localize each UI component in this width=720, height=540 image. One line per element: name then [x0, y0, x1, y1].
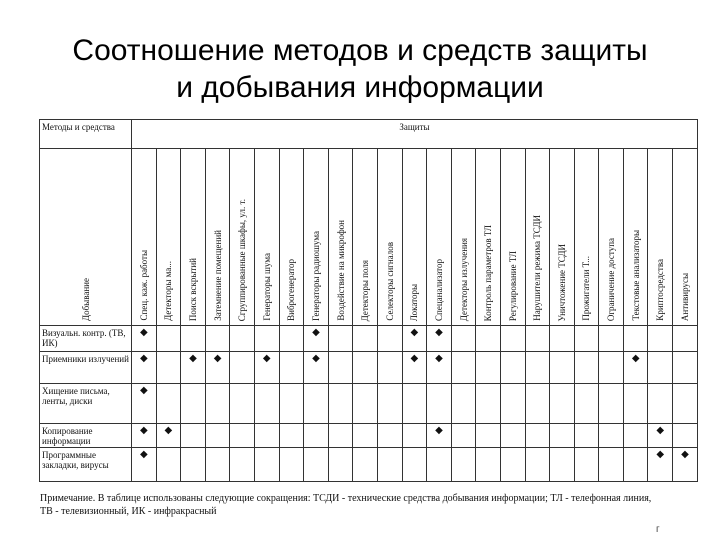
empty-cell	[427, 384, 452, 424]
mark-cell	[427, 326, 452, 352]
empty-cell	[279, 352, 304, 384]
column-header-23	[673, 149, 698, 326]
empty-cell	[205, 448, 230, 482]
column-header-13	[427, 149, 452, 326]
column-header-label: Селекторы сигналов	[384, 242, 395, 321]
column-header-label: Виброгенератор	[286, 259, 297, 321]
empty-cell	[156, 384, 181, 424]
mark-cell	[205, 352, 230, 384]
empty-cell	[648, 384, 673, 424]
empty-cell	[451, 326, 476, 352]
column-header-label: Спец. каж. работы	[138, 250, 149, 321]
column-header-16	[500, 149, 525, 326]
diamond-mark-icon: ◆	[410, 327, 419, 338]
diamond-mark-icon: ◆	[681, 449, 689, 460]
column-header-15	[476, 149, 501, 326]
diamond-mark-icon: ◆	[410, 353, 419, 364]
column-header-label: Контроль параметров ТЛ	[483, 224, 494, 321]
empty-cell	[574, 384, 599, 424]
empty-cell	[353, 326, 378, 352]
mark-cell	[132, 424, 157, 448]
acquisition-header-cell	[40, 149, 132, 326]
header-row-top	[40, 120, 698, 149]
empty-cell	[156, 326, 181, 352]
slide-title-line-2: и добывания информации	[176, 71, 544, 104]
mark-cell	[132, 448, 157, 482]
diamond-mark-icon: ◆	[139, 327, 148, 338]
empty-cell	[230, 352, 255, 384]
mark-cell	[623, 352, 648, 384]
empty-cell	[205, 424, 230, 448]
empty-cell	[476, 424, 501, 448]
mark-cell	[648, 424, 673, 448]
mark-cell	[402, 352, 427, 384]
empty-cell	[254, 424, 279, 448]
empty-cell	[451, 384, 476, 424]
mark-cell	[427, 424, 452, 448]
empty-cell	[599, 326, 624, 352]
acquisition-header: Добывание	[80, 277, 91, 321]
empty-cell	[254, 384, 279, 424]
empty-cell	[328, 448, 353, 482]
empty-cell	[402, 424, 427, 448]
column-header-label: Антивирусы	[680, 272, 691, 321]
abbreviation-note: Примечание. В таблице использованы следующие сокращения: ТСДИ - технические средства добывания информации; ТЛ - телефонная линия, ТВ - телевизионный, ИК - инфракрасный	[40, 493, 652, 517]
table-row	[40, 352, 698, 384]
empty-cell	[550, 352, 575, 384]
diamond-mark-icon: ◆	[139, 353, 148, 364]
column-header-label: Спецанализатор	[433, 259, 444, 321]
column-header-label: Детекторы излучения	[458, 237, 469, 321]
column-header-label: Генераторы шума	[261, 253, 272, 321]
column-header-label: Затемнение помещений	[212, 230, 223, 321]
column-header-label: Прожигатели Т...	[581, 256, 592, 321]
diamond-mark-icon: ◆	[189, 353, 197, 364]
empty-cell	[304, 448, 329, 482]
table-row	[40, 384, 698, 424]
empty-cell	[500, 352, 525, 384]
empty-cell	[599, 424, 624, 448]
row-label: Хищение письма, ленты, диски	[40, 384, 132, 424]
column-header-label: Текстовые анализаторы	[630, 230, 641, 321]
empty-cell	[230, 424, 255, 448]
empty-cell	[500, 326, 525, 352]
column-header-4	[205, 149, 230, 326]
table-row	[40, 326, 698, 352]
empty-cell	[377, 424, 402, 448]
empty-cell	[451, 424, 476, 448]
column-header-19	[574, 149, 599, 326]
column-header-6	[254, 149, 279, 326]
empty-cell	[377, 352, 402, 384]
empty-cell	[181, 424, 206, 448]
empty-cell	[500, 424, 525, 448]
diamond-mark-icon: ◆	[312, 327, 320, 338]
row-label: Копирование информации	[40, 424, 132, 448]
empty-cell	[230, 384, 255, 424]
empty-cell	[623, 384, 648, 424]
column-header-14	[451, 149, 476, 326]
empty-cell	[550, 424, 575, 448]
empty-cell	[402, 448, 427, 482]
empty-cell	[279, 424, 304, 448]
empty-cell	[574, 424, 599, 448]
column-header-21	[623, 149, 648, 326]
protection-header: Защиты	[132, 120, 698, 149]
mark-cell	[304, 352, 329, 384]
empty-cell	[353, 448, 378, 482]
row-label: Приемники излучений	[40, 352, 132, 384]
diamond-mark-icon: ◆	[139, 425, 148, 436]
empty-cell	[156, 352, 181, 384]
matrix-table-container	[39, 119, 698, 482]
empty-cell	[623, 448, 648, 482]
diamond-mark-icon: ◆	[139, 449, 148, 460]
page-mark: г	[656, 524, 660, 535]
diamond-mark-icon: ◆	[262, 353, 271, 364]
empty-cell	[673, 326, 698, 352]
mark-cell	[648, 448, 673, 482]
table-row	[40, 424, 698, 448]
row-label: Программные закладки, вирусы	[40, 448, 132, 482]
mark-cell	[673, 448, 698, 482]
empty-cell	[279, 326, 304, 352]
methods-means-matrix	[39, 119, 698, 482]
empty-cell	[599, 352, 624, 384]
empty-cell	[550, 448, 575, 482]
empty-cell	[476, 326, 501, 352]
mark-cell	[254, 352, 279, 384]
empty-cell	[254, 448, 279, 482]
slide-title-line-1: Соотношение методов и средств защиты	[72, 34, 648, 67]
empty-cell	[427, 448, 452, 482]
empty-cell	[156, 448, 181, 482]
mark-cell	[427, 352, 452, 384]
empty-cell	[353, 352, 378, 384]
empty-cell	[304, 424, 329, 448]
empty-cell	[574, 352, 599, 384]
column-header-2	[156, 149, 181, 326]
empty-cell	[599, 384, 624, 424]
mark-cell	[132, 384, 157, 424]
empty-cell	[525, 424, 550, 448]
column-header-12	[402, 149, 427, 326]
empty-cell	[574, 448, 599, 482]
empty-cell	[230, 448, 255, 482]
row-label: Визуальн. контр. (ТВ, ИК)	[40, 326, 132, 352]
empty-cell	[525, 352, 550, 384]
empty-cell	[279, 384, 304, 424]
empty-cell	[673, 384, 698, 424]
mark-cell	[132, 352, 157, 384]
empty-cell	[648, 352, 673, 384]
column-header-5	[230, 149, 255, 326]
column-header-label: Нарушители режима ТСДИ	[532, 215, 543, 321]
mark-cell	[402, 326, 427, 352]
empty-cell	[328, 384, 353, 424]
mark-cell	[156, 424, 181, 448]
column-header-label: Детекторы поля	[360, 259, 371, 321]
empty-cell	[181, 448, 206, 482]
column-header-label: Воздействие на микрофон	[335, 220, 346, 321]
empty-cell	[205, 326, 230, 352]
column-header-label: Криптосредства	[655, 259, 666, 321]
empty-cell	[673, 424, 698, 448]
empty-cell	[451, 448, 476, 482]
column-header-22	[648, 149, 673, 326]
diamond-mark-icon: ◆	[312, 353, 320, 364]
empty-cell	[181, 384, 206, 424]
diamond-mark-icon: ◆	[631, 353, 640, 364]
column-header-9	[328, 149, 353, 326]
empty-cell	[181, 326, 206, 352]
empty-cell	[550, 326, 575, 352]
empty-cell	[574, 326, 599, 352]
mark-cell	[181, 352, 206, 384]
empty-cell	[476, 384, 501, 424]
empty-cell	[377, 448, 402, 482]
empty-cell	[205, 384, 230, 424]
empty-cell	[353, 384, 378, 424]
empty-cell	[525, 326, 550, 352]
slide-title	[0, 32, 720, 106]
empty-cell	[328, 352, 353, 384]
column-header-label: Сгруппированные шкафы, ул. т.	[237, 198, 248, 321]
column-header-label: Локаторы	[409, 283, 420, 321]
empty-cell	[476, 352, 501, 384]
column-header-17	[525, 149, 550, 326]
empty-cell	[377, 384, 402, 424]
column-header-10	[353, 149, 378, 326]
empty-cell	[500, 448, 525, 482]
column-header-label: Детекторы ма...	[163, 261, 174, 321]
column-header-label: Генераторы радиошума	[310, 230, 321, 321]
empty-cell	[648, 326, 673, 352]
empty-cell	[500, 384, 525, 424]
empty-cell	[525, 448, 550, 482]
empty-cell	[279, 448, 304, 482]
diamond-mark-icon: ◆	[656, 425, 665, 436]
empty-cell	[599, 448, 624, 482]
column-header-20	[599, 149, 624, 326]
table-row	[40, 448, 698, 482]
empty-cell	[402, 384, 427, 424]
column-header-11	[377, 149, 402, 326]
empty-cell	[328, 326, 353, 352]
empty-cell	[377, 326, 402, 352]
empty-cell	[525, 384, 550, 424]
empty-cell	[476, 448, 501, 482]
empty-cell	[623, 326, 648, 352]
empty-cell	[550, 384, 575, 424]
diamond-mark-icon: ◆	[656, 449, 665, 460]
column-header-label: Ограничение доступа	[606, 237, 617, 321]
column-header-row	[40, 149, 698, 326]
column-header-3	[181, 149, 206, 326]
diamond-mark-icon: ◆	[435, 327, 443, 338]
column-header-7	[279, 149, 304, 326]
mark-cell	[304, 326, 329, 352]
empty-cell	[328, 424, 353, 448]
empty-cell	[353, 424, 378, 448]
column-header-label: Поиск вскрытий	[187, 257, 198, 321]
diamond-mark-icon: ◆	[139, 385, 148, 396]
empty-cell	[673, 352, 698, 384]
empty-cell	[623, 424, 648, 448]
column-header-18	[550, 149, 575, 326]
empty-cell	[304, 384, 329, 424]
empty-cell	[230, 326, 255, 352]
column-header-1	[132, 149, 157, 326]
diamond-mark-icon: ◆	[435, 353, 443, 364]
empty-cell	[451, 352, 476, 384]
diamond-mark-icon: ◆	[435, 425, 443, 436]
column-header-8	[304, 149, 329, 326]
mark-cell	[132, 326, 157, 352]
corner-cell	[40, 120, 132, 149]
column-header-label: Регулирование ТЛ	[507, 250, 518, 321]
column-header-label: Уничтожение ТСДИ	[556, 243, 567, 321]
corner-label: Методы и средства	[42, 122, 115, 132]
diamond-mark-icon: ◆	[213, 353, 222, 364]
diamond-mark-icon: ◆	[164, 425, 173, 436]
empty-cell	[254, 326, 279, 352]
